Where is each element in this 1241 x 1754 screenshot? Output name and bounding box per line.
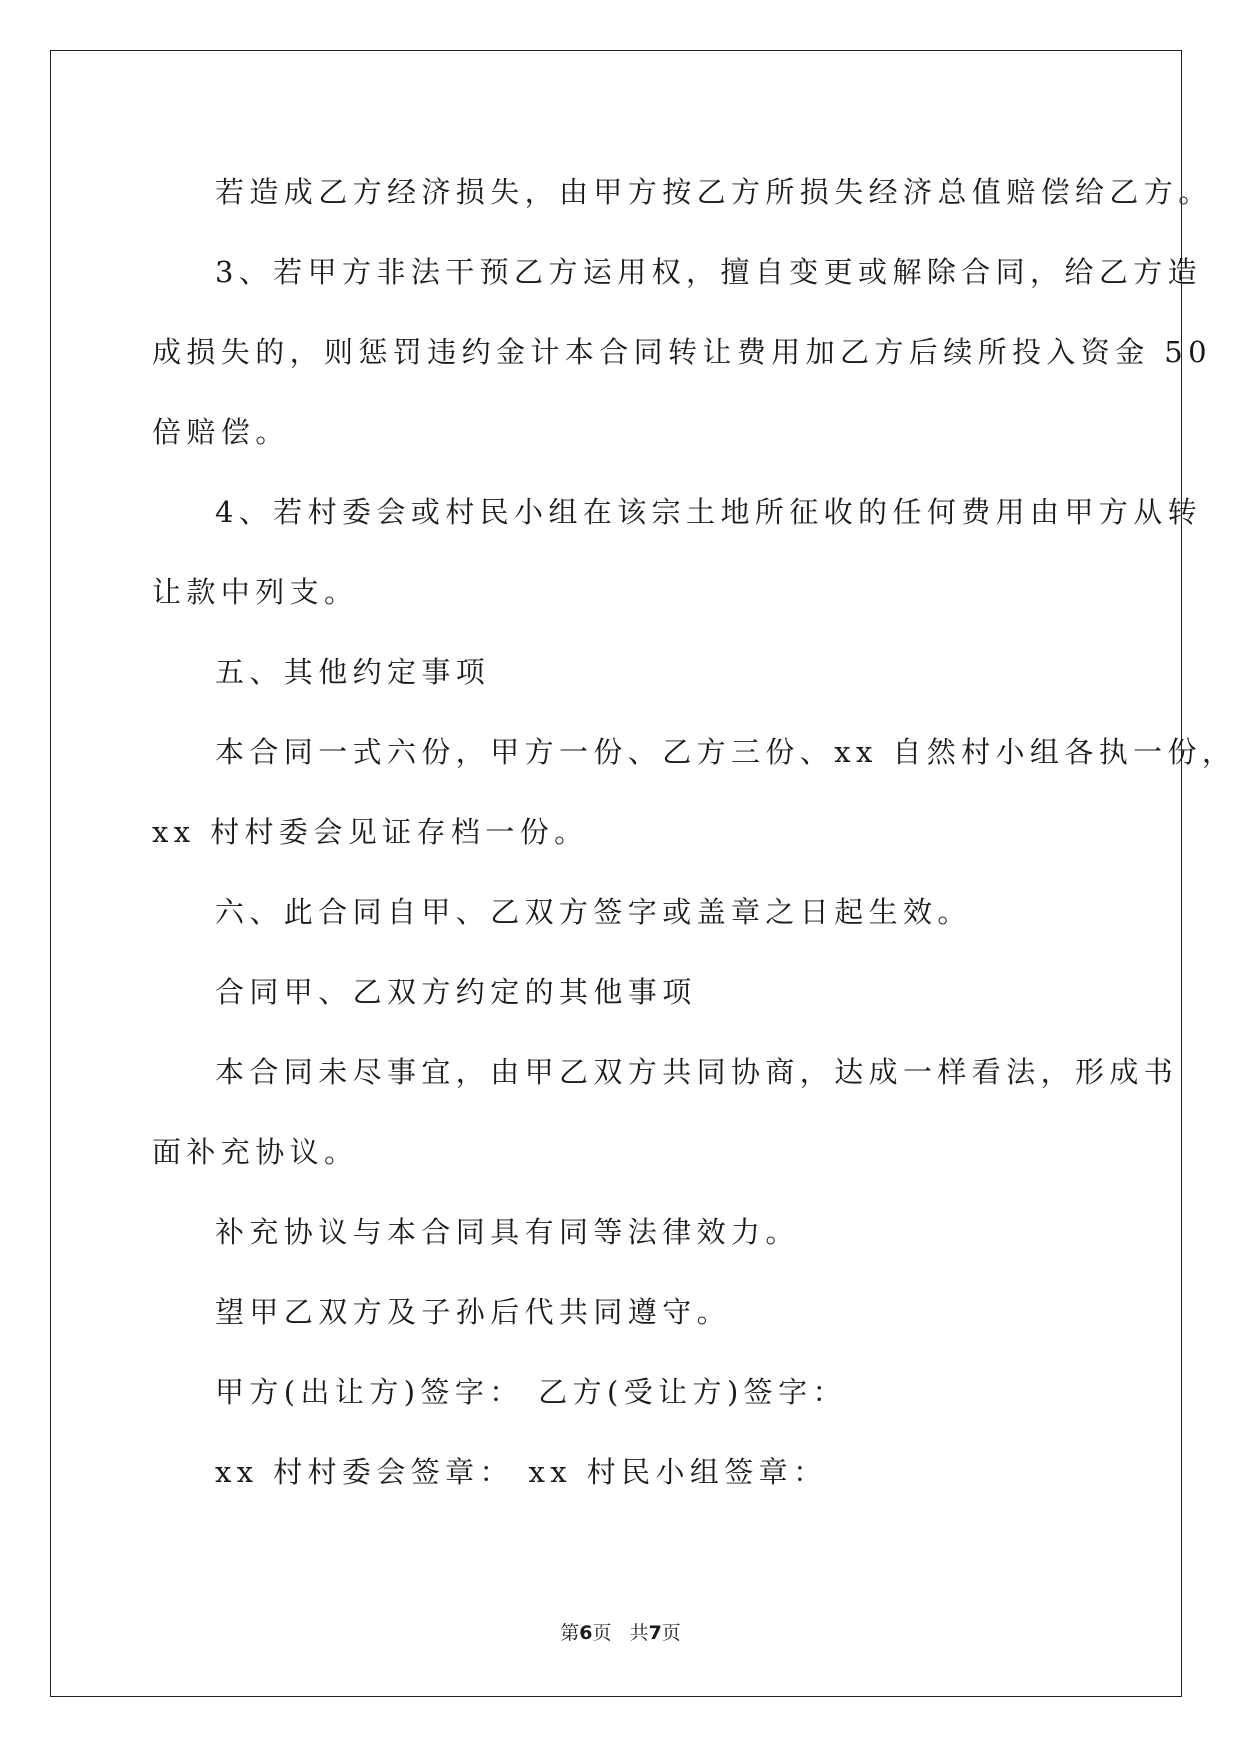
footer-mid: 页 共 [592,1622,649,1644]
seal-line: xx 村村委会签章： xx 村民小组签章： [215,1455,828,1489]
signature-line: 甲方(出让方)签字： 乙方(受让方)签字： [215,1375,847,1409]
paragraph-line: 3、若甲方非法干预乙方运用权，擅自变更或解除合同，给乙方造 [215,255,1203,289]
footer-suffix: 页 [661,1622,681,1644]
paragraph-line: xx 村村委会见证存档一份。 [152,815,589,849]
paragraph-line: 倍赔偿。 [152,415,290,449]
paragraph-line: 六、此合同自甲、乙双方签字或盖章之日起生效。 [215,895,972,929]
current-page-number: 6 [579,1622,593,1644]
paragraph-line: 让款中列支。 [152,575,359,609]
paragraph-line: 合同甲、乙双方约定的其他事项 [215,975,697,1009]
total-page-number: 7 [648,1622,662,1644]
section-heading: 五、其他约定事项 [215,655,491,689]
paragraph-line: 面补充协议。 [152,1135,359,1169]
paragraph-line: 本合同一式六份，甲方一份、乙方三份、xx 自然村小组各执一份， [215,735,1237,769]
page-footer [0,1618,1241,1645]
paragraph-line: 若造成乙方经济损失，由甲方按乙方所损失经济总值赔偿给乙方。 [215,175,1213,209]
paragraph-line: 望甲乙双方及子孙后代共同遵守。 [215,1295,732,1329]
paragraph-line: 本合同未尽事宜，由甲乙双方共同协商，达成一样看法，形成书 [215,1055,1179,1089]
paragraph-line: 成损失的，则惩罚违约金计本合同转让费用加乙方后续所投入资金 50 [152,335,1212,369]
page-border [50,50,1182,1697]
footer-prefix: 第 [560,1622,580,1644]
paragraph-line: 补充协议与本合同具有同等法律效力。 [215,1215,800,1249]
paragraph-line: 4、若村委会或村民小组在该宗土地所征收的任何费用由甲方从转 [215,495,1203,529]
